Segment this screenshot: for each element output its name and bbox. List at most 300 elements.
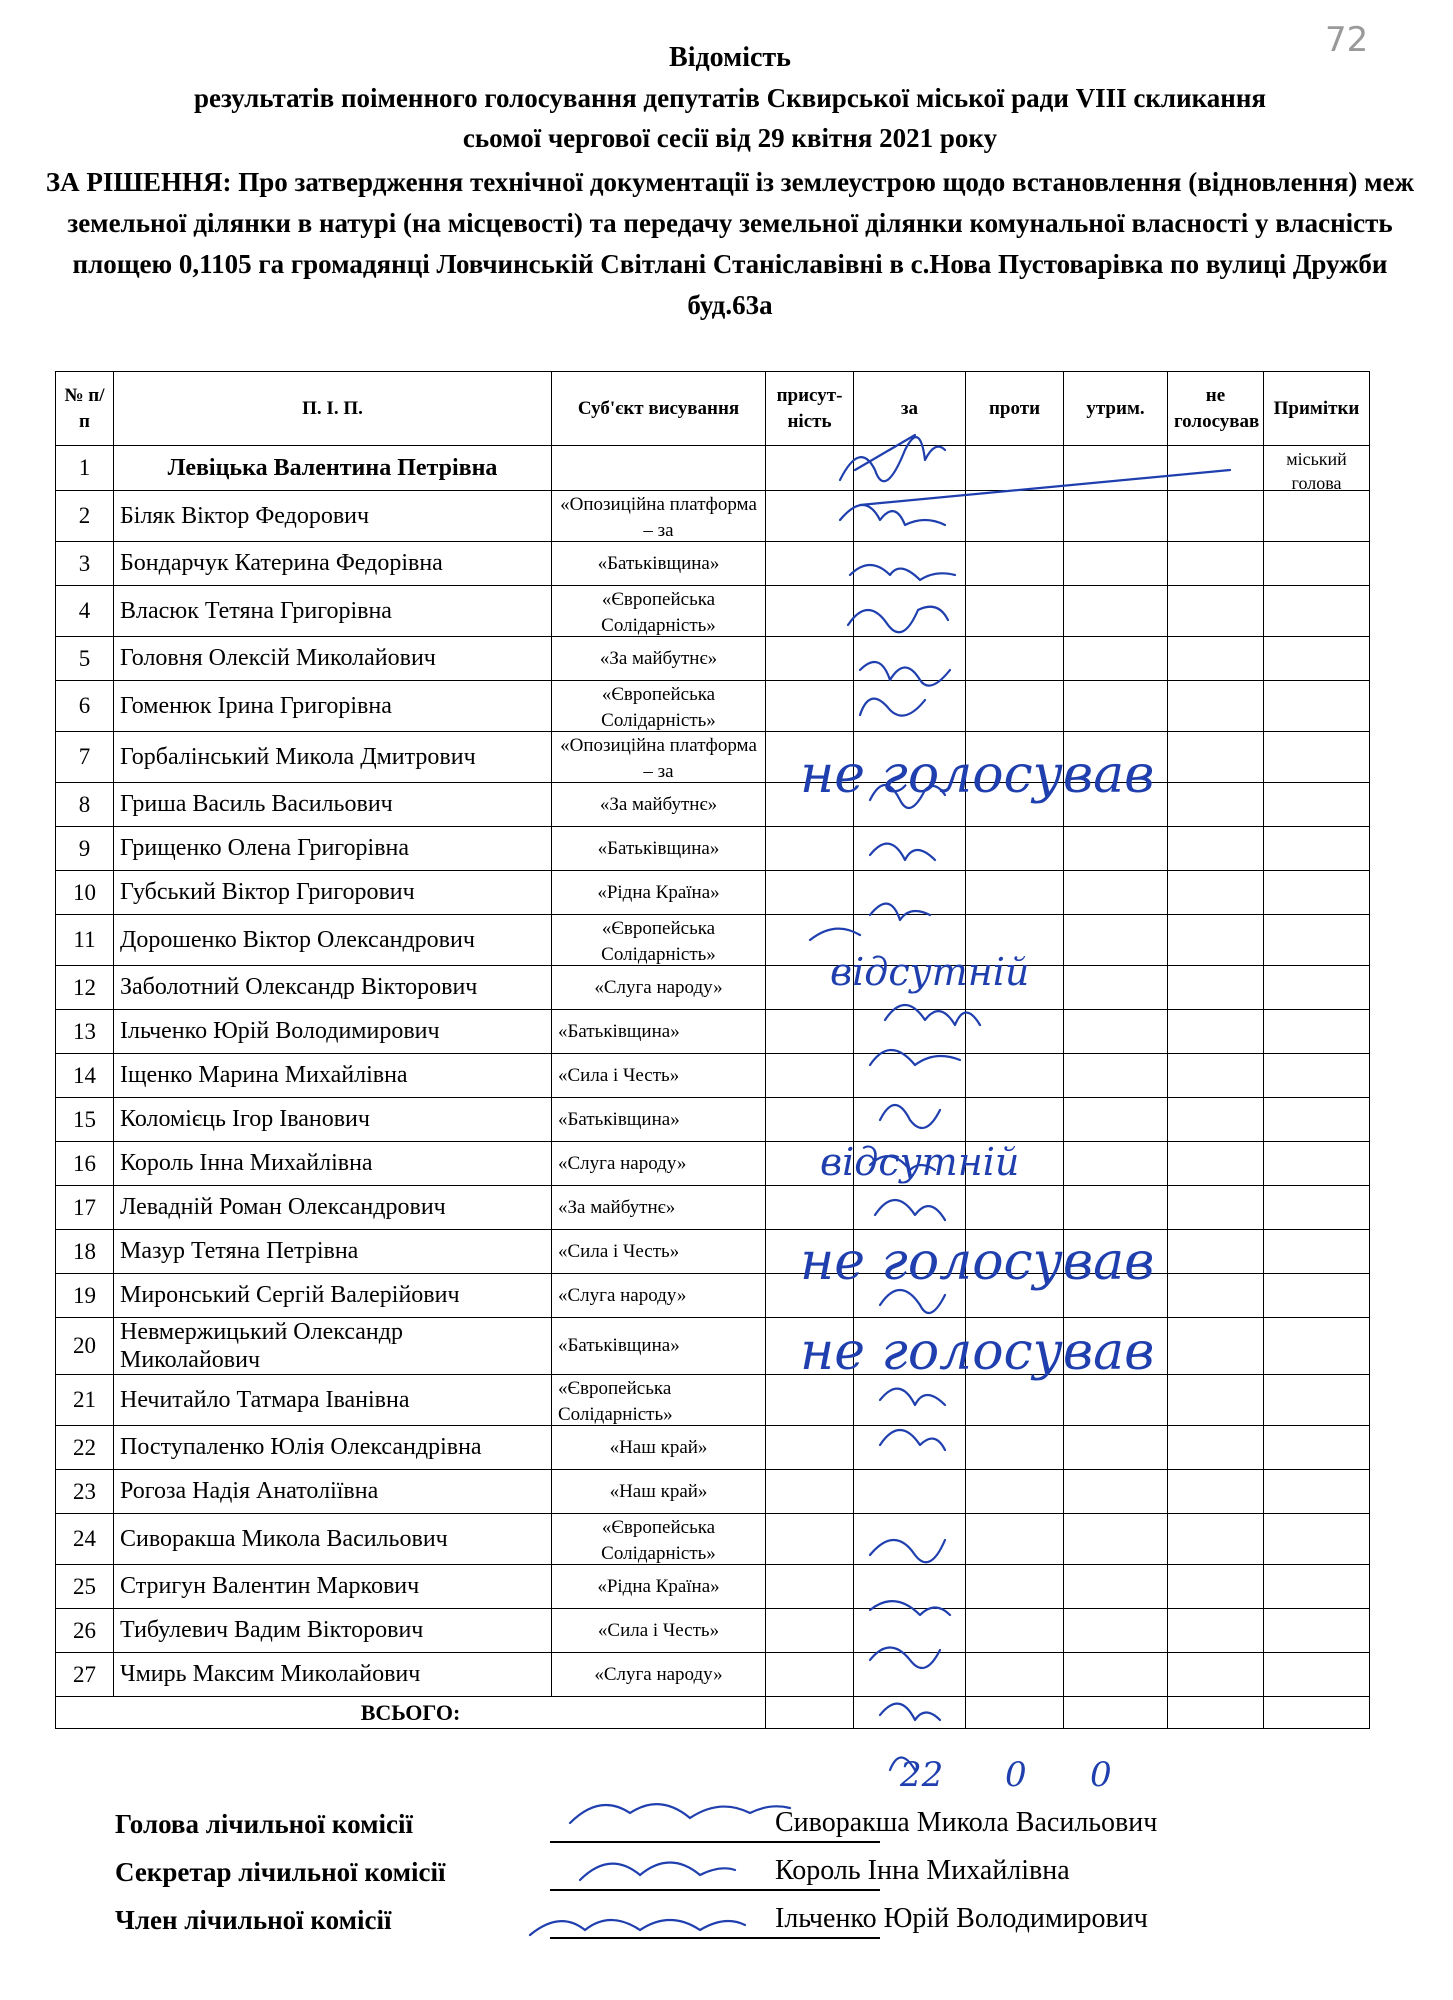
table-row	[56, 783, 1370, 827]
nominating-party	[552, 1375, 766, 1426]
vote-against-cell	[966, 446, 1064, 491]
not-voted-cell	[1168, 491, 1264, 542]
deputy-name: Нечитайло Татмара Іванівна	[114, 1375, 552, 1426]
vote-for-cell	[854, 586, 966, 637]
table-row	[56, 1098, 1370, 1142]
present-cell	[766, 586, 854, 637]
vote-against-cell	[966, 586, 1064, 637]
nominating-party	[552, 637, 766, 681]
deputy-name: Головня Олексій Миколайович	[114, 637, 552, 681]
nominating-party	[552, 586, 766, 637]
present-cell	[766, 827, 854, 871]
vote-abstain-cell	[1064, 491, 1168, 542]
vote-abstain-cell	[1064, 446, 1168, 491]
vote-against-cell	[966, 1098, 1064, 1142]
nominating-party-text: «Слуга народу»	[594, 1663, 723, 1685]
table-row	[56, 1609, 1370, 1653]
row-number: 11	[56, 915, 114, 966]
row-number: 9	[56, 827, 114, 871]
deputy-name: Коломієць Ігор Іванович	[114, 1098, 552, 1142]
row-number: 16	[56, 1142, 114, 1186]
present-cell	[766, 1470, 854, 1514]
nominating-party-text: «Сила і Честь»	[558, 1240, 680, 1262]
handwritten-total-for: 22	[900, 1755, 944, 1795]
document-subtitle: результатів поіменного голосування депутатів Сквирської міської ради VIII скликання	[193, 83, 1267, 113]
deputy-name: Левіцька Валентина Петрівна	[114, 446, 552, 491]
total-for	[854, 1697, 966, 1729]
row-number: 19	[56, 1274, 114, 1318]
row-number: 20	[56, 1318, 114, 1375]
vote-for-cell	[854, 1375, 966, 1426]
vote-abstain-cell	[1064, 1426, 1168, 1470]
nominating-party	[552, 1186, 766, 1230]
not-voted-cell	[1168, 1230, 1264, 1274]
nominating-party-text: «Рідна Країна»	[597, 1575, 720, 1597]
handwritten-total-against: 0	[1005, 1755, 1027, 1795]
note-cell	[1264, 1514, 1370, 1565]
nominating-party-text: «Батьківщина»	[597, 552, 720, 574]
deputy-name: Заболотний Олександр Вікторович	[114, 966, 552, 1010]
vote-abstain-cell	[1064, 1653, 1168, 1697]
deputy-name: Грищенко Олена Григорівна	[114, 827, 552, 871]
col-present: присут-ність	[766, 372, 854, 446]
not-voted-cell	[1168, 1010, 1264, 1054]
note-cell-text: міський голова	[1286, 448, 1347, 490]
col-not-voted: не голосував	[1168, 372, 1264, 446]
not-voted-cell	[1168, 1653, 1264, 1697]
table-row	[56, 1318, 1370, 1375]
row-number: 5	[56, 637, 114, 681]
deputy-name: Мазур Тетяна Петрівна	[114, 1230, 552, 1274]
secretary-name: Король Інна Михайлівна	[775, 1855, 1070, 1886]
nominating-party	[552, 1274, 766, 1318]
note-cell	[1264, 1054, 1370, 1098]
present-cell	[766, 1010, 854, 1054]
nominating-party	[552, 871, 766, 915]
deputy-name: Горбалінський Микола Дмитрович	[114, 732, 552, 783]
not-voted-cell	[1168, 637, 1264, 681]
vote-against-cell	[966, 871, 1064, 915]
vote-against-cell	[966, 491, 1064, 542]
table-row	[56, 586, 1370, 637]
decision-subject: ЗА РІШЕННЯ: Про затвердження технічної документації із землеустрою щодо встановлення (відновлення) меж земельної ділянки в натурі (на місцевості) та передачу земельної ділянки комунальної власності у власність площею 0,1105 га громадянці Ловчинській Світлані Станіславівні в с.Нова Пустоварівка по вулиці Дружби буд.63а	[45, 167, 1415, 320]
nominating-party-text: «Європейська Солідарність»	[601, 588, 716, 636]
vote-table	[55, 371, 1370, 1729]
table-row	[56, 637, 1370, 681]
vote-for-cell	[854, 542, 966, 586]
table-row	[56, 1514, 1370, 1565]
table-row	[56, 871, 1370, 915]
deputy-name: Іщенко Марина Михайлівна	[114, 1054, 552, 1098]
vote-against-cell	[966, 1609, 1064, 1653]
deputy-name: Миронський Сергій Валерійович	[114, 1274, 552, 1318]
nominating-party	[552, 446, 766, 491]
note-cell	[1264, 1426, 1370, 1470]
vote-against-cell	[966, 1375, 1064, 1426]
vote-abstain-cell	[1064, 681, 1168, 732]
note-cell	[1264, 1318, 1370, 1375]
table-row	[56, 1054, 1370, 1098]
not-voted-cell	[1168, 827, 1264, 871]
nominating-party-text: «Батьківщина»	[558, 1108, 680, 1130]
note-cell	[1264, 1653, 1370, 1697]
row-number: 24	[56, 1514, 114, 1565]
vote-for-cell	[854, 1098, 966, 1142]
vote-against-cell	[966, 1054, 1064, 1098]
not-voted-cell	[1168, 871, 1264, 915]
row-number: 17	[56, 1186, 114, 1230]
not-voted-cell	[1168, 1565, 1264, 1609]
row-number: 14	[56, 1054, 114, 1098]
present-cell	[766, 871, 854, 915]
not-voted-cell	[1168, 1609, 1264, 1653]
note-cell	[1264, 1470, 1370, 1514]
not-voted-cell	[1168, 681, 1264, 732]
nominating-party	[552, 966, 766, 1010]
note-cell	[1264, 446, 1370, 491]
nominating-party	[552, 1565, 766, 1609]
not-voted-cell	[1168, 446, 1264, 491]
row-number: 27	[56, 1653, 114, 1697]
not-voted-cell	[1168, 586, 1264, 637]
vote-against-cell	[966, 681, 1064, 732]
deputy-name: Рогоза Надія Анатоліївна	[114, 1470, 552, 1514]
nominating-party-text: «Батьківщина»	[558, 1335, 680, 1356]
nominating-party	[552, 1098, 766, 1142]
not-voted-cell	[1168, 732, 1264, 783]
table-row	[56, 915, 1370, 966]
signature-line	[550, 1937, 880, 1939]
table-row	[56, 1653, 1370, 1697]
deputy-name: Король Інна Михайлівна	[114, 1142, 552, 1186]
vote-against-cell	[966, 1186, 1064, 1230]
vote-for-cell	[854, 1010, 966, 1054]
present-cell	[766, 1426, 854, 1470]
vote-abstain-cell	[1064, 1098, 1168, 1142]
total-present	[766, 1697, 854, 1729]
chair-name: Сиворакша Микола Васильович	[775, 1807, 1158, 1838]
present-cell	[766, 542, 854, 586]
vote-abstain-cell	[1064, 1609, 1168, 1653]
table-row	[56, 1186, 1370, 1230]
row-number: 26	[56, 1609, 114, 1653]
note-cell	[1264, 1274, 1370, 1318]
nominating-party	[552, 732, 766, 783]
vote-abstain-cell	[1064, 542, 1168, 586]
nominating-party-text: «Сила і Честь»	[558, 1064, 680, 1086]
deputy-name: Власюк Тетяна Григорівна	[114, 586, 552, 637]
secretary-role: Секретар лічильної комісії	[115, 1857, 446, 1887]
nominating-party	[552, 1609, 766, 1653]
deputy-name: Біляк Віктор Федорович	[114, 491, 552, 542]
nominating-party-text: «Європейська Солідарність»	[601, 1516, 716, 1564]
vote-for-cell	[854, 1470, 966, 1514]
vote-for-cell	[854, 637, 966, 681]
deputy-name: Чмирь Максим Миколайович	[114, 1653, 552, 1697]
vote-abstain-cell	[1064, 1142, 1168, 1186]
row-number: 4	[56, 586, 114, 637]
deputy-name: Сиворакша Микола Васильович	[114, 1514, 552, 1565]
nominating-party-text: «За майбутнє»	[599, 793, 718, 815]
row-number: 12	[56, 966, 114, 1010]
nominating-party-text: «Наш край»	[609, 1436, 708, 1458]
col-name: П. І. П.	[114, 372, 552, 446]
row-number: 6	[56, 681, 114, 732]
vote-against-cell	[966, 1426, 1064, 1470]
nominating-party-text: «Опозиційна платформа – за	[560, 734, 757, 782]
vote-against-cell	[966, 1470, 1064, 1514]
present-cell	[766, 491, 854, 542]
vote-for-cell	[854, 681, 966, 732]
row-number: 3	[56, 542, 114, 586]
table-row	[56, 1142, 1370, 1186]
nominating-party-text: «За майбутнє»	[558, 1196, 676, 1218]
deputy-name: Гриша Василь Васильович	[114, 783, 552, 827]
present-cell	[766, 1514, 854, 1565]
not-voted-cell	[1168, 915, 1264, 966]
vote-against-cell	[966, 1010, 1064, 1054]
vote-abstain-cell	[1064, 586, 1168, 637]
vote-abstain-cell	[1064, 915, 1168, 966]
nominating-party	[552, 1514, 766, 1565]
commission-chair-row	[115, 1803, 1265, 1851]
note-cell	[1264, 1565, 1370, 1609]
note-cell	[1264, 542, 1370, 586]
col-abstain: утрим.	[1064, 372, 1168, 446]
total-abstain	[1064, 1697, 1168, 1729]
vote-for-cell	[854, 1609, 966, 1653]
row-number: 23	[56, 1470, 114, 1514]
total-row	[56, 1697, 1370, 1729]
nominating-party-text: «Рідна Країна»	[597, 881, 720, 903]
deputy-name: Невмержицький Олександр Миколайович	[114, 1318, 552, 1375]
table-header-row	[56, 372, 1370, 446]
deputy-name: Тибулевич Вадим Вікторович	[114, 1609, 552, 1653]
table-row	[56, 681, 1370, 732]
col-against: проти	[966, 372, 1064, 446]
nominating-party	[552, 1010, 766, 1054]
not-voted-cell	[1168, 1426, 1264, 1470]
handwritten-absent-15: відсутній	[820, 1140, 1020, 1184]
note-cell	[1264, 732, 1370, 783]
note-cell	[1264, 783, 1370, 827]
vote-abstain-cell	[1064, 1010, 1168, 1054]
note-cell	[1264, 1098, 1370, 1142]
total-note	[1264, 1697, 1370, 1729]
nominating-party	[552, 783, 766, 827]
row-number: 2	[56, 491, 114, 542]
row-number: 22	[56, 1426, 114, 1470]
not-voted-cell	[1168, 966, 1264, 1010]
vote-against-cell	[966, 542, 1064, 586]
page-number: 72	[1325, 20, 1369, 60]
member-name: Ільченко Юрій Володимирович	[775, 1903, 1148, 1934]
table-row	[56, 1230, 1370, 1274]
vote-for-cell	[854, 446, 966, 491]
vote-against-cell	[966, 1653, 1064, 1697]
table-row	[56, 1274, 1370, 1318]
present-cell	[766, 637, 854, 681]
commission-secretary-row	[115, 1851, 1265, 1899]
commission-member-row	[115, 1899, 1265, 1947]
not-voted-cell	[1168, 783, 1264, 827]
signature-line	[550, 1889, 880, 1891]
deputy-name: Левадній Роман Олександрович	[114, 1186, 552, 1230]
row-number: 18	[56, 1230, 114, 1274]
row-number: 7	[56, 732, 114, 783]
nominating-party-text: «Європейська Солідарність»	[558, 1377, 673, 1425]
table-row	[56, 827, 1370, 871]
chair-role: Голова лічильної комісії	[115, 1809, 413, 1839]
vote-for-cell	[854, 827, 966, 871]
note-cell	[1264, 966, 1370, 1010]
present-cell	[766, 1186, 854, 1230]
not-voted-cell	[1168, 1470, 1264, 1514]
note-cell	[1264, 586, 1370, 637]
nominating-party	[552, 1318, 766, 1375]
row-number: 8	[56, 783, 114, 827]
handwritten-absent-11: відсутній	[830, 950, 1030, 994]
note-cell	[1264, 637, 1370, 681]
vote-for-cell	[854, 491, 966, 542]
nominating-party	[552, 1470, 766, 1514]
table-row	[56, 1470, 1370, 1514]
vote-against-cell	[966, 827, 1064, 871]
deputy-name: Гоменюк Ірина Григорівна	[114, 681, 552, 732]
note-cell	[1264, 871, 1370, 915]
not-voted-cell	[1168, 1274, 1264, 1318]
deputy-name: Дорошенко Віктор Олександрович	[114, 915, 552, 966]
not-voted-cell	[1168, 1098, 1264, 1142]
not-voted-cell	[1168, 1142, 1264, 1186]
note-cell	[1264, 1186, 1370, 1230]
table-row	[56, 1375, 1370, 1426]
session-line: сьомої чергової сесії від 29 квітня 2021 року	[462, 123, 998, 153]
table-row	[56, 732, 1370, 783]
signature-line	[550, 1841, 880, 1843]
row-number: 25	[56, 1565, 114, 1609]
vote-abstain-cell	[1064, 1375, 1168, 1426]
nominating-party-text: «Слуга народу»	[558, 1284, 687, 1306]
note-cell	[1264, 491, 1370, 542]
nominating-party	[552, 1142, 766, 1186]
handwritten-total-abstain: 0	[1090, 1755, 1112, 1795]
nominating-party-text: «Батьківщина»	[597, 837, 720, 859]
vote-abstain-cell	[1064, 1514, 1168, 1565]
vote-for-cell	[854, 1186, 966, 1230]
note-cell	[1264, 1142, 1370, 1186]
present-cell	[766, 1609, 854, 1653]
vote-for-cell	[854, 1054, 966, 1098]
handwritten-not-voted-17: не голосував	[800, 1232, 1155, 1292]
nominating-party	[552, 542, 766, 586]
total-label: ВСЬОГО:	[56, 1697, 766, 1729]
present-cell	[766, 681, 854, 732]
vote-for-cell	[854, 1565, 966, 1609]
note-cell	[1264, 915, 1370, 966]
handwritten-not-voted-7: не голосував	[800, 745, 1155, 805]
deputy-name: Поступаленко Юлія Олександрівна	[114, 1426, 552, 1470]
nominating-party	[552, 1054, 766, 1098]
deputy-name: Бондарчук Катерина Федорівна	[114, 542, 552, 586]
document-header	[40, 38, 1420, 326]
row-number: 21	[56, 1375, 114, 1426]
col-note: Примітки	[1264, 372, 1370, 446]
not-voted-cell	[1168, 1514, 1264, 1565]
total-not-voted	[1168, 1697, 1264, 1729]
deputy-name: Ільченко Юрій Володимирович	[114, 1010, 552, 1054]
vote-for-cell	[854, 1426, 966, 1470]
vote-for-cell	[854, 1653, 966, 1697]
vote-abstain-cell	[1064, 1054, 1168, 1098]
table-row	[56, 491, 1370, 542]
note-cell	[1264, 681, 1370, 732]
vote-rows	[56, 446, 1370, 1697]
vote-abstain-cell	[1064, 1565, 1168, 1609]
table-row	[56, 1565, 1370, 1609]
member-role: Член лічильної комісії	[115, 1905, 392, 1935]
vote-against-cell	[966, 1565, 1064, 1609]
handwritten-not-voted-19: не голосував	[800, 1322, 1155, 1382]
present-cell	[766, 1375, 854, 1426]
nominating-party-text: «Європейська Солідарність»	[601, 683, 716, 731]
present-cell	[766, 446, 854, 491]
nominating-party	[552, 1230, 766, 1274]
nominating-party	[552, 827, 766, 871]
deputy-name: Стригун Валентин Маркович	[114, 1565, 552, 1609]
table-row	[56, 1426, 1370, 1470]
table-row	[56, 446, 1370, 491]
present-cell	[766, 1054, 854, 1098]
note-cell	[1264, 1010, 1370, 1054]
vote-abstain-cell	[1064, 637, 1168, 681]
row-number: 13	[56, 1010, 114, 1054]
col-party: Суб'єкт висування	[552, 372, 766, 446]
row-number: 1	[56, 446, 114, 491]
not-voted-cell	[1168, 1375, 1264, 1426]
vote-abstain-cell	[1064, 1470, 1168, 1514]
row-number: 15	[56, 1098, 114, 1142]
note-cell	[1264, 1230, 1370, 1274]
not-voted-cell	[1168, 542, 1264, 586]
nominating-party-text: «Сила і Честь»	[597, 1619, 720, 1641]
col-num: № п/п	[56, 372, 114, 446]
nominating-party-text: «За майбутнє»	[599, 647, 718, 669]
note-cell	[1264, 827, 1370, 871]
not-voted-cell	[1168, 1318, 1264, 1375]
vote-against-cell	[966, 637, 1064, 681]
table-row	[56, 1010, 1370, 1054]
vote-for-cell	[854, 1514, 966, 1565]
nominating-party-text: «Слуга народу»	[558, 1152, 687, 1174]
row-number: 10	[56, 871, 114, 915]
nominating-party-text: «Європейська Солідарність»	[601, 917, 716, 965]
vote-abstain-cell	[1064, 871, 1168, 915]
col-for: за	[854, 372, 966, 446]
document-title: Відомість	[669, 42, 791, 73]
not-voted-cell	[1168, 1054, 1264, 1098]
nominating-party	[552, 491, 766, 542]
counting-commission	[115, 1803, 1265, 1947]
nominating-party	[552, 1426, 766, 1470]
present-cell	[766, 1565, 854, 1609]
nominating-party-text: «Опозиційна платформа – за	[560, 493, 757, 541]
vote-for-cell	[854, 871, 966, 915]
table-row	[56, 542, 1370, 586]
vote-abstain-cell	[1064, 1186, 1168, 1230]
nominating-party	[552, 915, 766, 966]
vote-abstain-cell	[1064, 966, 1168, 1010]
